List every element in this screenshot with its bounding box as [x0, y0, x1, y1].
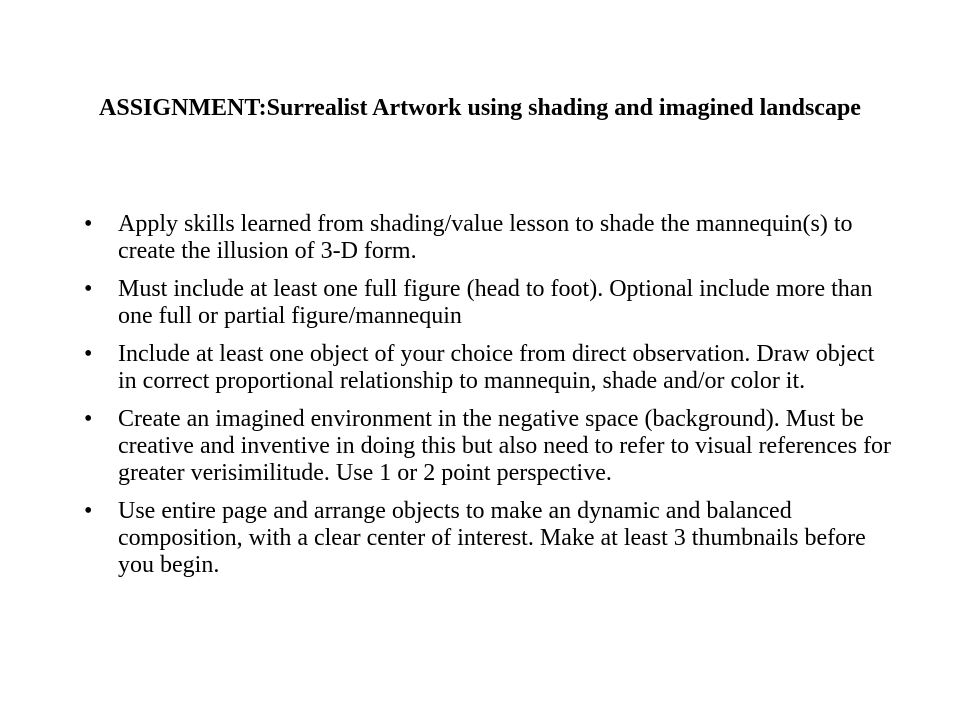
list-item	[84, 498, 894, 579]
bullet-icon: •	[84, 406, 93, 432]
list-item-text: Apply skills learned from shading/value lesson to shade the mannequin(s) to create the illusion of 3-D form.	[118, 211, 853, 264]
list-item-text: Use entire page and arrange objects to make an dynamic and balanced composition, with a clear center of interest. Make at least 3 thumbnails before you begin.	[118, 498, 866, 578]
page-title: ASSIGNMENT:Surrealist Artwork using shading and imagined landscape	[99, 95, 861, 121]
list-item	[84, 406, 894, 487]
list-item	[84, 211, 894, 265]
bullet-icon: •	[84, 341, 93, 367]
bullet-icon: •	[84, 211, 93, 237]
list-item-text: Must include at least one full figure (head to foot). Optional include more than one full or partial figure/mannequin	[118, 276, 873, 329]
list-item-text: Include at least one object of your choice from direct observation. Draw object in correct proportional relationship to mannequin, shade and/or color it.	[118, 341, 875, 394]
list-item	[84, 341, 894, 395]
list-item	[84, 276, 894, 330]
list-item-text: Create an imagined environment in the negative space (background). Must be creative and inventive in doing this but also need to refer to visual references for greater verisimilitude. Use 1 or 2 point perspective.	[118, 406, 892, 486]
bullet-icon: •	[84, 498, 93, 524]
bullet-icon: •	[84, 276, 93, 302]
bullet-list	[84, 211, 894, 590]
